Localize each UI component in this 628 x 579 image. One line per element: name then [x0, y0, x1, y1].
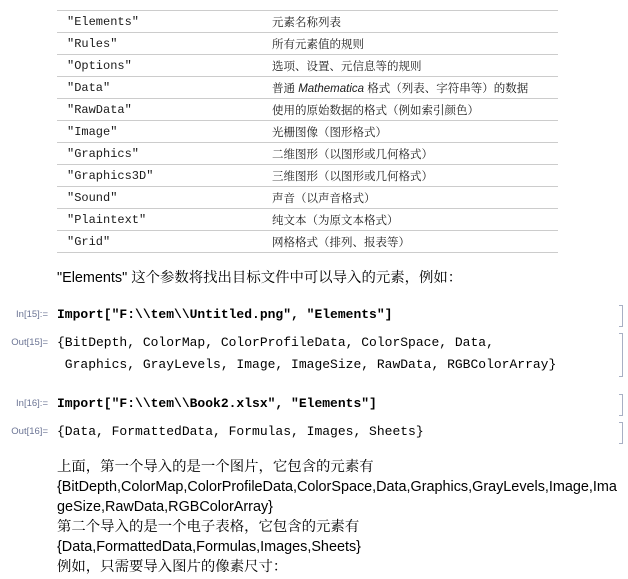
- paragraph: 例如，只需要导入图片的像素尺寸：: [57, 559, 288, 575]
- table-row: [57, 55, 558, 77]
- cell-bracket[interactable]: [619, 394, 623, 416]
- element-name-cell: "Rules": [67, 36, 118, 51]
- output-cell: {Data, FormattedData, Formulas, Images, Sheets}: [57, 424, 424, 439]
- table-row: [57, 121, 558, 143]
- table-row: [57, 33, 558, 55]
- table-row: [57, 231, 558, 253]
- table-row: [57, 165, 558, 187]
- elements-table: [57, 10, 558, 253]
- input-cell[interactable]: Import["F:\\tem\\Book2.xlsx", "Elements"]: [57, 396, 377, 411]
- element-description-cell: 网格格式（排列、报表等）: [272, 236, 410, 249]
- element-name-cell: "Elements": [67, 14, 140, 29]
- description-rest-text: 格式（列表、字符串等）的数据: [364, 82, 529, 95]
- cell-bracket[interactable]: [619, 305, 623, 327]
- input-label: In[15]:=: [16, 309, 48, 320]
- table-row: [57, 209, 558, 231]
- element-name-cell: "Sound": [67, 190, 118, 205]
- element-name-cell: "Graphics3D": [67, 168, 154, 183]
- element-description-cell: 光栅图像（图形格式）: [272, 126, 387, 139]
- description-italic-text: Mathematica: [298, 82, 365, 95]
- output-cell: {BitDepth, ColorMap, ColorProfileData, ColorSpace, Data, Graphics, GrayLevels, Image, ImageSize, RawData, RGBColorArray}: [57, 335, 557, 372]
- table-row: [57, 77, 558, 99]
- paragraph: {BitDepth,ColorMap,ColorProfileData,ColorSpace,Data,Graphics,GrayLevels,Image,ImageSize,RawData,RGBColorArray}: [57, 479, 617, 515]
- table-row: [57, 11, 558, 33]
- element-description-cell: 使用的原始数据的格式（例如索引颜色）: [272, 104, 479, 117]
- cell-bracket[interactable]: [619, 333, 623, 377]
- paragraph: 上面，第一个导入的是一个图片，它包含的元素有: [57, 459, 374, 475]
- input-cell[interactable]: Import["F:\\tem\\Untitled.png", "Elements"]: [57, 307, 393, 322]
- paragraph: {Data,FormattedData,Formulas,Images,Sheets}: [57, 539, 361, 555]
- element-name-cell: "Options": [67, 58, 132, 73]
- element-description-cell: 选项、设置、元信息等的规则: [272, 60, 422, 73]
- element-description-cell: 纯文本（为原文本格式）: [272, 214, 399, 227]
- element-name-cell: "Data": [67, 80, 111, 95]
- output-label: Out[15]=: [11, 337, 48, 348]
- element-name-cell: "Graphics": [67, 146, 140, 161]
- table-row: [57, 99, 558, 121]
- element-description-cell: 声音（以声音格式）: [272, 192, 376, 205]
- element-description-cell: 三维图形（以图形或几何格式）: [272, 170, 433, 183]
- element-description-cell: [272, 80, 528, 96]
- element-description-cell: 所有元素值的规则: [272, 38, 364, 51]
- input-label: In[16]:=: [16, 398, 48, 409]
- intro-text: "Elements" 这个参数将找出目标文件中可以导入的元素，例如：: [57, 270, 463, 286]
- element-description-cell: 元素名称列表: [272, 16, 341, 29]
- cell-bracket[interactable]: [619, 422, 623, 444]
- table-row: [57, 187, 558, 209]
- element-name-cell: "Plaintext": [67, 212, 147, 227]
- table-row: [57, 143, 558, 165]
- explanation-block: [57, 457, 624, 577]
- output-label: Out[16]=: [11, 426, 48, 437]
- element-name-cell: "Image": [67, 124, 118, 139]
- description-text: 普通: [272, 82, 299, 95]
- element-name-cell: "Grid": [67, 234, 111, 249]
- element-description-cell: 二维图形（以图形或几何格式）: [272, 148, 433, 161]
- paragraph: 第二个导入的是一个电子表格，它包含的元素有: [57, 519, 360, 535]
- element-name-cell: "RawData": [67, 102, 132, 117]
